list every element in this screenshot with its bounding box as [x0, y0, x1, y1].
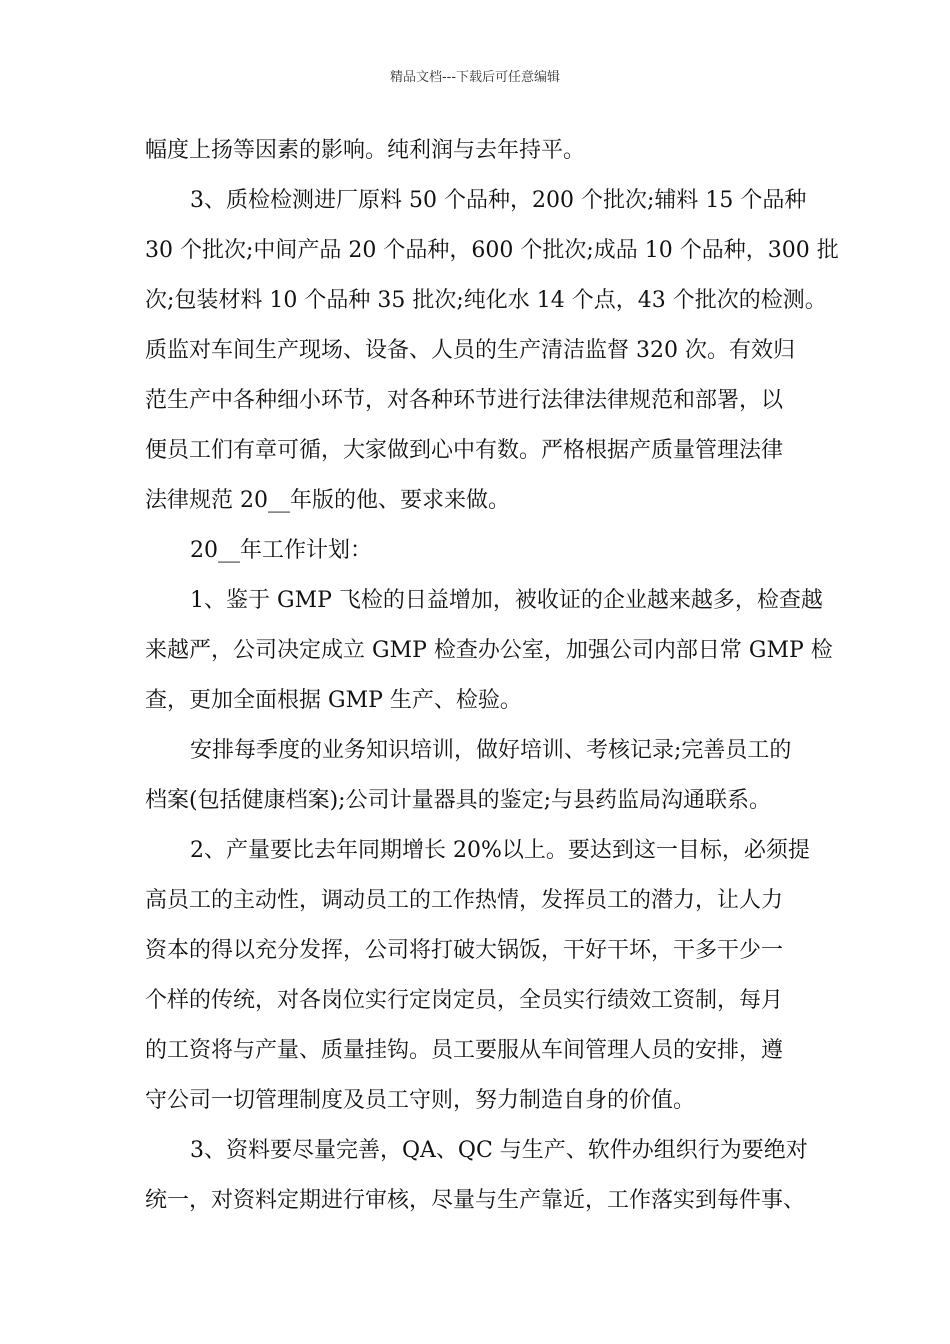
text-line: 来越严，公司决定成立 GMP 检查办公室，加强公司内部日常 GMP 检 — [145, 638, 833, 663]
text-line: 1、鉴于 GMP 飞检的日益增加，被收证的企业越来越多，检查越 — [190, 588, 823, 613]
text-line: 档案(包括健康档案);公司计量器具的鉴定;与县药监局沟通联系。 — [145, 788, 771, 813]
text-line: 次;包装材料 10 个品种 35 批次;纯化水 14 个点，43 个批次的检测。 — [145, 288, 827, 313]
text-line: 3、质检检测进厂原料 50 个品种，200 个批次;辅料 15 个品种 — [190, 188, 807, 213]
text-line: 安排每季度的业务知识培训，做好培训、考核记录;完善员工的 — [190, 738, 792, 763]
text-line: 20__年工作计划： — [190, 538, 372, 563]
text-line: 统一，对资料定期进行审核，尽量与生产靠近，工作落实到每件事、 — [145, 1188, 806, 1213]
text-line: 个样的传统，对各岗位实行定岗定员，全员实行绩效工资制，每月 — [145, 988, 784, 1013]
page-header: 精品文档---下载后可任意编辑 — [389, 70, 561, 85]
text-line: 3、资料要尽量完善，QA、QC 与生产、软件办组织行为要绝对 — [190, 1138, 808, 1163]
text-line: 质监对车间生产现场、设备、人员的生产清洁监督 320 次。有效归 — [145, 338, 795, 363]
text-line: 资本的得以充分发挥，公司将打破大锅饭，干好干坏，干多干少一 — [145, 938, 784, 963]
text-line: 高员工的主动性，调动员工的工作热情，发挥员工的潜力，让人力 — [145, 888, 784, 913]
text-line: 守公司一切管理制度及员工守则，努力制造自身的价值。 — [145, 1088, 696, 1113]
text-line: 2、产量要比去年同期增长 20%以上。要达到这一目标，必须提 — [190, 838, 810, 863]
text-line: 30 个批次;中间产品 20 个品种，600 个批次;成品 10 个品种，300 批 — [145, 238, 839, 263]
text-line: 范生产中各种细小环节，对各种环节进行法律法律规范和部署，以 — [145, 388, 784, 413]
text-line: 查，更加全面根据 GMP 生产、检验。 — [145, 688, 522, 713]
text-line: 的工资将与产量、质量挂钩。员工要服从车间管理人员的安排，遵 — [145, 1038, 784, 1063]
text-line: 幅度上扬等因素的影响。纯利润与去年持平。 — [145, 138, 586, 163]
text-line: 便员工们有章可循，大家做到心中有数。严格根据产质量管理法律 — [145, 438, 784, 463]
text-line: 法律规范 20__年版的他、要求来做。 — [145, 488, 510, 513]
